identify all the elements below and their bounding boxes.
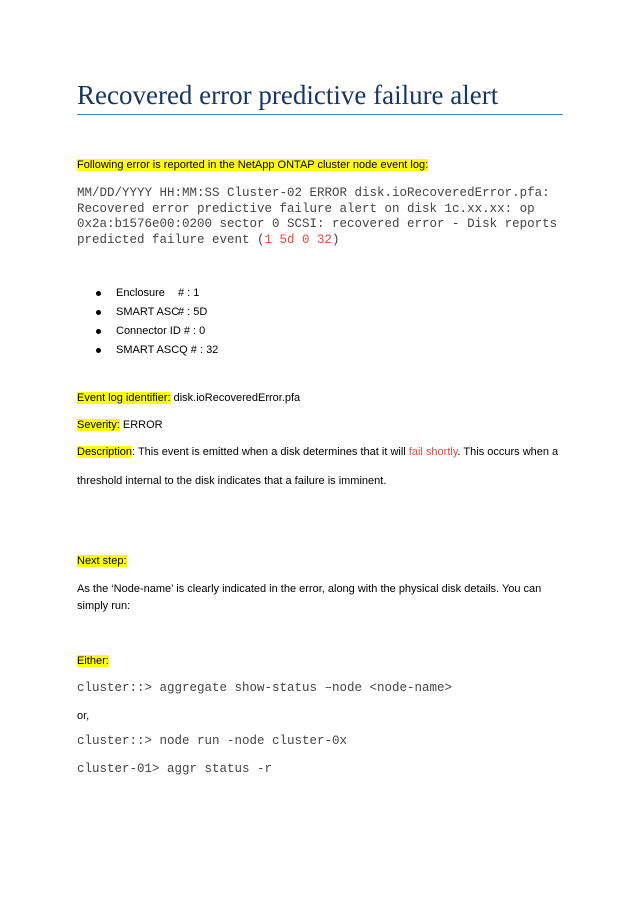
list-item-key: Connector ID # : 0 <box>116 325 206 337</box>
severity-line <box>77 418 163 432</box>
error-log-line-1: MM/DD/YYYY HH:MM:SS Cluster-02 ERROR disk.ioRecoveredError.pfa: <box>77 186 550 200</box>
description-line-1 <box>77 445 558 459</box>
error-log-line-3: 0x2a:b1576e00:0200 sector 0 SCSI: recovered error - Disk reports <box>77 217 558 231</box>
list-item <box>95 303 218 322</box>
disk-details-list <box>95 284 218 360</box>
error-log-code: 1 5d 0 32 <box>264 233 333 247</box>
error-log-line-4-post: ) <box>332 233 340 247</box>
event-id-line <box>77 391 300 405</box>
description-emphasis: fail shortly <box>408 446 458 458</box>
description-text-1: : This event is emitted when a disk determines that it will <box>132 446 409 458</box>
bullet-icon <box>96 291 101 296</box>
error-log-line-4 <box>77 232 340 248</box>
event-id-label: Event log identifier: <box>77 392 171 404</box>
event-id-value: disk.ioRecoveredError.pfa <box>170 392 301 404</box>
list-item-key: SMART ASC <box>116 306 180 318</box>
intro-highlight: Following error is reported in the NetApp ONTAP cluster node event log: <box>77 159 429 171</box>
either-heading <box>77 654 109 668</box>
list-item <box>95 322 218 341</box>
next-step-line-2: simply run: <box>77 600 131 612</box>
command-node-run: cluster::> node run -node cluster-0x <box>77 734 348 748</box>
list-item <box>95 341 218 360</box>
list-item-key: SMART ASCQ # : 32 <box>116 344 219 356</box>
list-item <box>95 284 218 303</box>
or-text: or, <box>77 710 90 722</box>
bullet-icon <box>96 329 101 334</box>
intro-paragraph <box>77 158 428 172</box>
page-title: Recovered error predictive failure alert <box>77 80 499 110</box>
next-step-label: Next step: <box>77 555 127 567</box>
next-step-line-1: As the ‘Node-name’ is clearly indicated in the error, along with the physical disk details. You can <box>77 583 542 595</box>
command-aggregate-show-status: cluster::> aggregate show-status –node <node-name> <box>77 681 453 695</box>
description-line-2: threshold internal to the disk indicates that a failure is imminent. <box>77 475 387 487</box>
error-log-line-4-pre: predicted failure event ( <box>77 233 265 247</box>
list-item-value: # : 5D <box>178 306 208 318</box>
list-item-key: Enclosure <box>116 287 165 299</box>
bullet-icon <box>96 310 101 315</box>
bullet-icon <box>96 348 101 353</box>
either-label: Either: <box>77 655 109 667</box>
severity-label: Severity: <box>77 419 120 431</box>
error-log-line-2: Recovered error predictive failure alert on disk 1c.xx.xx: op <box>77 202 535 216</box>
description-label: Description <box>77 446 133 458</box>
next-step-heading <box>77 554 127 568</box>
list-item-value: # : 1 <box>178 287 200 299</box>
title-underline <box>77 114 563 115</box>
command-aggr-status: cluster-01> aggr status -r <box>77 762 273 776</box>
description-text-2: . This occurs when a <box>457 446 559 458</box>
severity-value: ERROR <box>119 419 163 431</box>
